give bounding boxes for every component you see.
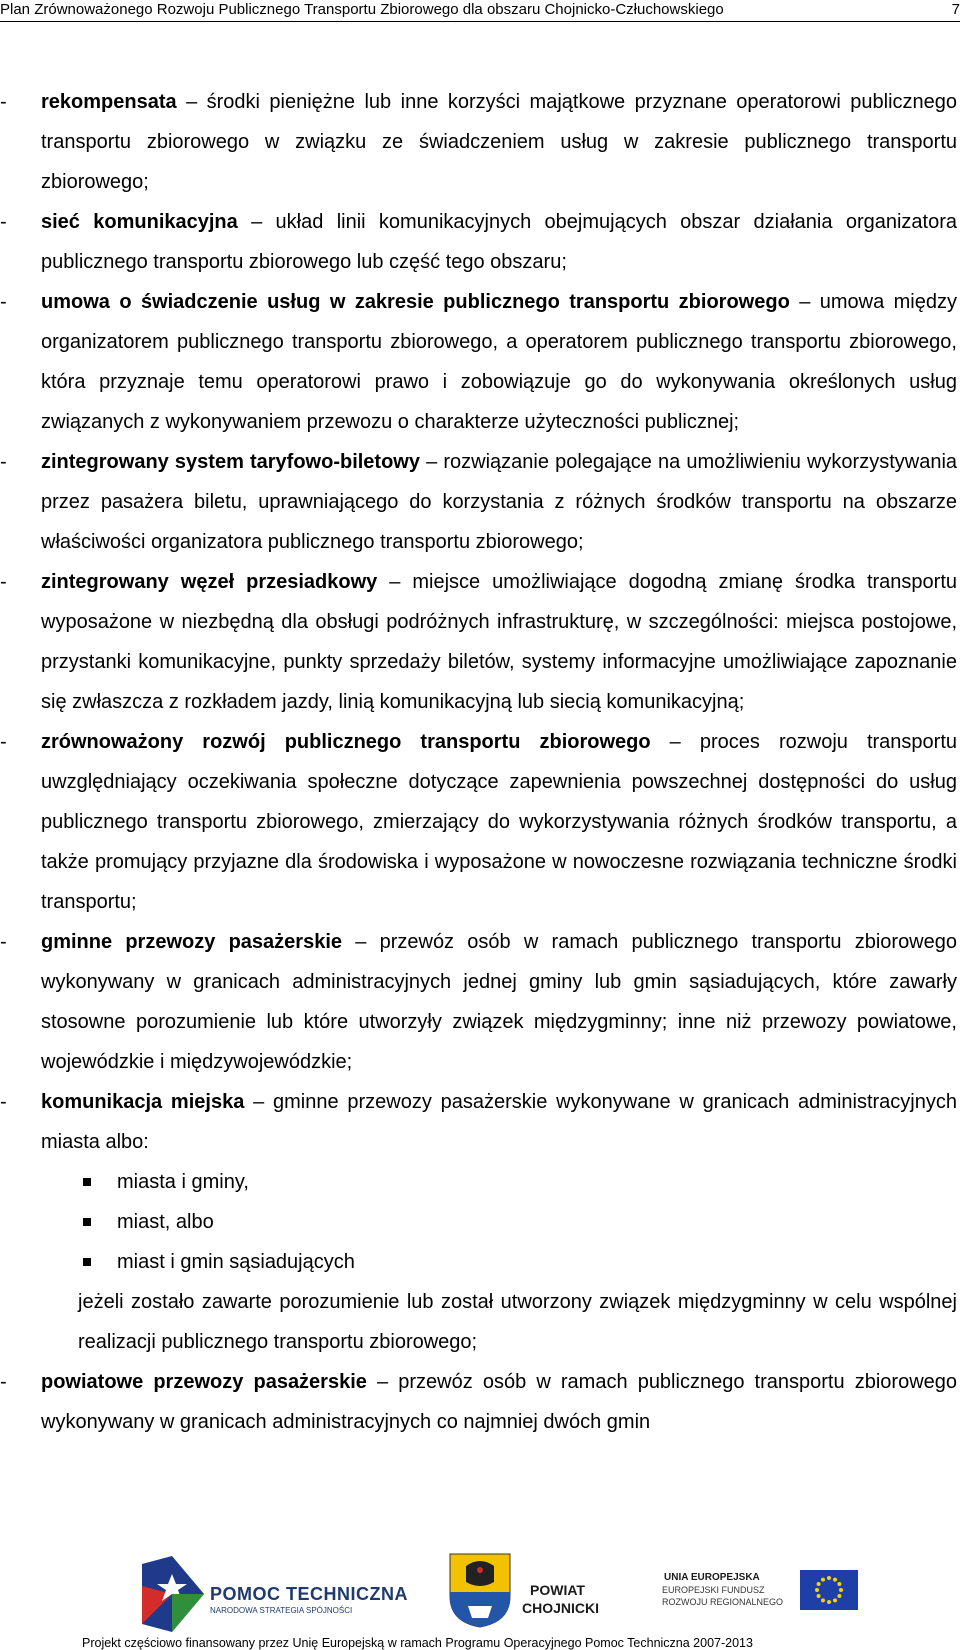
eu-flag-icon: [800, 1570, 858, 1610]
definition-item: [0, 442, 957, 562]
list-dash: -: [0, 571, 7, 593]
bullet-text: miast, albo: [117, 1211, 214, 1233]
definition-item: [0, 722, 957, 922]
pomoc-techniczna-logo: [142, 1556, 408, 1634]
eu-fund-label-2: ROZWOJU REGIONALNEGO: [662, 1597, 784, 1607]
powiat-name-line1: POWIAT: [530, 1582, 585, 1598]
definition-text: – przewóz osób w ramach publicznego transportu zbiorowego wykonywany w granicach administracyjnych jednej gminy lub gmin sąsiadujących, które zawarły stosowne porozumienie lub które utworzyły związek międzygminny; inne niż przewozy powiatowe, wojewódzkie i międzywojewódzkie;: [41, 931, 957, 1073]
definition-text: – rozwiązanie polegające na umożliwieniu wykorzystywania przez pasażera biletu, uprawniającego do korzystania z różnych środków transportu na obszarze właściwości organizatora publicznego transportu zbiorowego;: [41, 451, 958, 553]
definition-text: – przewóz osób w ramach publicznego transportu zbiorowego wykonywany w granicach administracyjnych co najmniej dwóch gmin: [41, 1371, 958, 1433]
list-dash: -: [0, 1091, 7, 1113]
definition-text: – układ linii komunikacyjnych obejmujących obszar działania organizatora publicznego transportu zbiorowego lub część tego obszaru;: [41, 211, 957, 273]
square-bullet-icon: [83, 1218, 91, 1226]
bullet-text: miasta i gminy,: [117, 1171, 249, 1193]
definition-item: [0, 82, 957, 202]
list-dash: -: [0, 91, 7, 113]
bullet-text: miast i gmin sąsiadujących: [117, 1251, 355, 1273]
page-footer: [0, 1548, 960, 1650]
nss-star-icon: [142, 1556, 204, 1632]
bullet-list: [41, 1162, 957, 1282]
definitions-list: [0, 82, 957, 1442]
bullet-item: [41, 1242, 957, 1282]
list-dash: -: [0, 1371, 7, 1393]
definition-item: [0, 562, 957, 722]
definition-item: [0, 922, 957, 1082]
eu-union-label: UNIA EUROPEJSKA: [664, 1572, 760, 1583]
eu-fund-label: EUROPEJSKI FUNDUSZ: [662, 1585, 765, 1595]
list-dash: -: [0, 211, 7, 233]
pomoc-techniczna-subtitle: NARODOWA STRATEGIA SPÓJNOŚCI: [210, 1606, 353, 1615]
definition-term: rekompensata: [41, 91, 177, 113]
square-bullet-icon: [83, 1258, 91, 1266]
definition-term: zintegrowany węzeł przesiadkowy: [41, 571, 378, 593]
list-dash: -: [0, 451, 7, 473]
definition-term: komunikacja miejska: [41, 1091, 245, 1113]
bullet-item: [41, 1202, 957, 1242]
eu-fund-logo: [658, 1570, 858, 1626]
definition-text: – gminne przewozy pasażerskie wykonywane w granicach administracyjnych miasta albo:: [41, 1091, 957, 1153]
bullet-item: [41, 1162, 957, 1202]
bullet-continuation-text: jeżeli zostało zawarte porozumienie lub został utworzony związek międzygminny w celu wspólnej realizacji publicznego transportu zbiorowego;: [78, 1291, 957, 1353]
powiat-name-line2: CHOJNICKI: [522, 1600, 600, 1616]
pomoc-techniczna-name: POMOC TECHNICZNA: [210, 1584, 408, 1604]
list-dash: -: [0, 291, 7, 313]
definition-term: umowa o świadczenie usług w zakresie publicznego transportu zbiorowego: [41, 291, 790, 313]
funding-note: Projekt częściowo finansowany przez Unię Europejską w ramach Programu Operacyjnego Pomoc Techniczna 2007-2013: [82, 1636, 753, 1650]
definition-text: – miejsce umożliwiające dogodną zmianę środka transportu wyposażone w niezbędną dla obsługi podróżnych infrastrukturę, w szczególności: miejsca postojowe, przystanki komunikacyjne, punkty sprzedaży biletów, systemy informacyjne umożliwiające zapoznanie się zwłaszcza z rozkładem jazdy, linią komunikacyjną lub siecią komunikacyjną;: [41, 571, 958, 713]
document-title: Plan Zrównoważonego Rozwoju Publicznego Transportu Zbiorowego dla obszaru Chojnicko-Człuchowskiego: [0, 1, 724, 18]
list-dash: -: [0, 731, 7, 753]
page-number: 7: [951, 1, 960, 18]
definition-term: powiatowe przewozy pasażerskie: [41, 1371, 367, 1393]
powiat-chojnicki-logo: [448, 1552, 608, 1632]
definition-term: zintegrowany system taryfowo-biletowy: [41, 451, 420, 473]
coat-of-arms-icon: [448, 1552, 512, 1628]
definition-text: – umowa między organizatorem publicznego transportu zbiorowego, a operatorem publicznego transportu zbiorowego, która przyznaje temu operatorowi prawo i zobowiązuje go do wykonywania określonych usług związanych z wykonywaniem przewozu o charakterze użyteczności publicznej;: [41, 291, 957, 433]
definition-term: sieć komunikacyjna: [41, 211, 238, 233]
definition-item: [0, 1362, 957, 1442]
definition-item: [0, 202, 957, 282]
definition-text: – środki pieniężne lub inne korzyści majątkowe przyznane operatorowi publicznego transportu zbiorowego w związku ze świadczeniem usług w zakresie publicznego transportu zbiorowego;: [41, 91, 957, 193]
square-bullet-icon: [83, 1178, 91, 1186]
page-header: [0, 0, 960, 22]
definition-text: – proces rozwoju transportu uwzględniający oczekiwania społeczne dotyczące zapewnienia powszechnej dostępności do usług publicznego transportu zbiorowego, zmierzający do wykorzystywania różnych środków transportu, a także promujący przyjazne dla środowiska i wyposażone w nowoczesne rozwiązania techniczne środki transportu;: [41, 731, 958, 913]
definition-item: [0, 282, 957, 442]
list-dash: -: [0, 931, 7, 953]
definition-term: zrównoważony rozwój publicznego transportu zbiorowego: [41, 731, 651, 753]
definition-item-komunikacja-miejska: [0, 1082, 957, 1362]
definition-term: gminne przewozy pasażerskie: [41, 931, 343, 953]
